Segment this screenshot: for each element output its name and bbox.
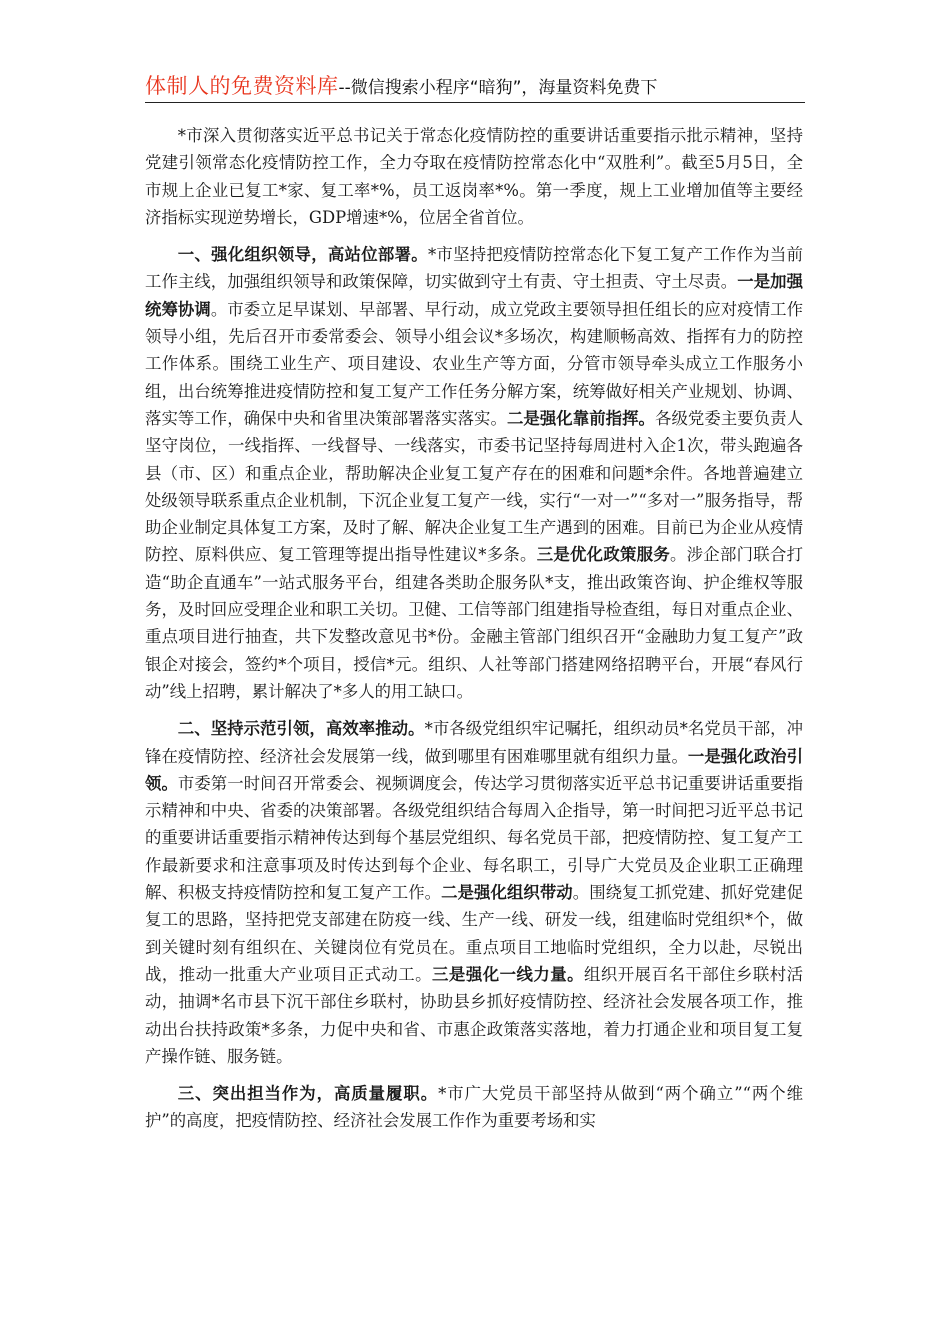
section-2-text-1: 市委第一时间召开常委会、视频调度会，传达学习贯彻落实近平总书记重要讲话重要指示精神和中央、省委的决策部署。各级党组织结合每周入企指导，第一时间把习近平总书记的重要讲话重要指示精神传达到每个基层党组织、每名党员干部，把疫情防控、复工复产工作最新要求和注意事项及时传达到每个企业、每名职工，引导广大党员及企业职工正确理解、积极支持疫情防控和复工复产工作。 bbox=[145, 773, 804, 903]
section-2-text-3: 组织开展百名干部住乡联村活动，抽调*名市县下沉干部住乡联村，协助县乡抓好疫情防控、经济社会发展各项工作，推动出台扶持政策*多条，力促中央和省、市惠企政策落实落地，着力打通企业和项目复工复产操作链、服务链。 bbox=[145, 964, 804, 1066]
section-1-point-2: 二是强化靠前指挥。 bbox=[506, 408, 656, 428]
paragraph-intro bbox=[145, 122, 803, 231]
page-header bbox=[145, 70, 805, 104]
section-2-point-1: 一是强化政治引领。 bbox=[145, 746, 804, 793]
paragraph-section-2 bbox=[145, 715, 803, 1070]
header-rule bbox=[145, 102, 805, 103]
section-1-point-3: 三是优化政策服务 bbox=[536, 545, 670, 565]
intro-text: *市深入贯彻落实近平总书记关于常态化疫情防控的重要讲话重要指示批示精神，坚持党建引领常态化疫情防控工作，全力夺取在疫情防控常态化中“双胜利”。截至5月5日，全市规上企业已复工*家、复工率*%，员工返岗率*%。第一季度，规上工业增加值等主要经济指标实现逆势增长，GDP增速*%，位居全省首位。 bbox=[145, 126, 803, 227]
paragraph-section-3 bbox=[145, 1080, 803, 1135]
header-tagline: --微信搜索小程序“暗狗”，海量资料免费下 bbox=[338, 78, 658, 98]
section-2-heading: 二、坚持示范引领，高效率推动。 bbox=[177, 719, 425, 739]
section-1-text-1: 。市委立足早谋划、早部署、早行动，成立党政主要领导担任组长的应对疫情工作领导小组，先后召开市委常委会、领导小组会议*多场次，构建顺畅高效、指挥有力的防控工作体系。围绕工业生产、项目建设、农业生产等方面，分管市领导牵头成立工作服务小组，出台统筹推进疫情防控和复工复产工作任务分解方案，统筹做好相关产业规划、协调、落实等工作，确保中央和省里决策部署落实落实。 bbox=[145, 299, 804, 428]
document-body bbox=[145, 122, 803, 1145]
section-3-text: *市广大党员干部坚持从做到“两个确立”“两个维护”的高度，把疫情防控、经济社会发展工作作为重要考场和实 bbox=[145, 1084, 804, 1131]
section-1-heading: 一、强化组织领导，高站位部署。 bbox=[177, 245, 428, 265]
header-brand: 体制人的免费资料库 bbox=[145, 74, 339, 98]
section-2-text-2: 。围绕复工抓党建、抓好党建促复工的思路，坚持把党支部建在防疫一线、生产一线、研发一线，组建临时党组织*个，做到关键时刻有组织在、关键岗位有党员在。重点项目工地临时党组织，全力以赴，尽锐出战，推动一批重大产业项目正式动工。 bbox=[145, 883, 804, 984]
section-2-point-2: 二是强化组织带动 bbox=[441, 883, 573, 903]
section-1-point-1: 一是加强统筹协调 bbox=[145, 272, 804, 319]
section-1-text-3: 。涉企部门联合打造“助企直通车”一站式服务平台，组建各类助企服务队*支，推出政策咨询、护企维权等服务，及时回应受理企业和职工关切。卫健、工信等部门组建指导检查组，每日对重点企业、重点项目进行抽查，共下发整改意见书*份。金融主管部门组织召开“金融助力复工复产”政银企对接会，签约*个项目，授信*元。组织、人社等部门搭建网络招聘平台，开展“春风行动”线上招聘，累计解决了*多人的用工缺口。 bbox=[145, 545, 804, 701]
paragraph-section-1 bbox=[145, 241, 803, 705]
section-3-heading: 三、突出担当作为，高质量履职。 bbox=[177, 1084, 439, 1104]
section-2-text: *市各级党组织牢记嘱托，组织动员*名党员干部，冲锋在疫情防控、经济社会发展第一线，做到哪里有困难哪里就有组织力量。 bbox=[145, 719, 804, 766]
section-1-text: *市坚持把疫情防控常态化下复工复产工作作为当前工作主线，加强组织领导和政策保障，切实做到守土有责、守土担责、守土尽责。 bbox=[145, 245, 803, 292]
section-2-point-3: 三是强化一线力量。 bbox=[432, 964, 585, 984]
section-1-text-2: 各级党委主要负责人坚守岗位，一线指挥、一线督导、一线落实，市委书记坚持每周进村入企1次，带头跑遍各县（市、区）和重点企业，帮助解决企业复工复产存在的困难和问题*余件。各地普遍建立处级领导联系重点企业机制，下沉企业复工复产一线，实行“一对一”“多对一”服务指导，帮助企业制定具体复工方案，及时了解、解决企业复工生产遇到的困难。目前已为企业从疫情防控、原料供应、复工管理等提出指导性建议*多条。 bbox=[145, 408, 804, 565]
